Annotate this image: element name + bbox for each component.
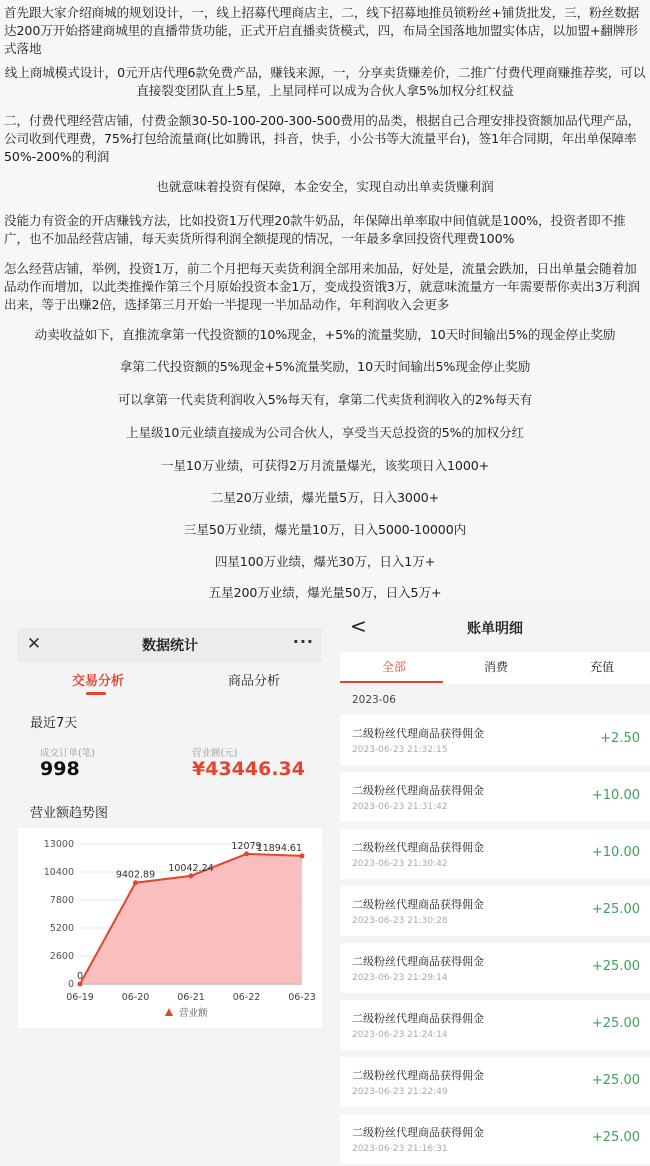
doc-paragraph-4: 也就意味着投资有保障，本金安全，实现自动出单卖货赚利润 xyxy=(156,179,494,194)
data-label: 12079 xyxy=(231,840,262,852)
tab-consumption[interactable]: 消费 xyxy=(484,660,509,674)
doc-paragraph-2: 线上商城模式设计，0元开店代理6款免费产品，赚钱来源，一，分享卖货赚差价，二推广付费代理商赚推荐奖，可以直接裂变团队直上5星，上星同样可以成为合伙人拿5%加权分红权益 xyxy=(4,65,646,98)
y-tick-label: 13000 xyxy=(43,839,74,850)
more-options-icon[interactable]: ··· xyxy=(292,632,314,651)
bill-header xyxy=(340,602,650,652)
chart-title: 营业额趋势图 xyxy=(30,806,109,821)
doc-paragraph-6: 怎么经营店铺，举例，投资1万，前二个月把每天卖货利润全部用来加品，好处是，流量会跌加，日出单量会随着加品动作而增加，以此类推操作第三个月原始投资本金1万，变成投资饿3万，就意味流量方一年需要帮你卖出3万利润出来，等于出赚2倍，选择第三月开始一半提现一半加品动作，年利润收入会更多 xyxy=(4,261,640,312)
doc-paragraph-5: 没能力有资金的开店赚钱方法，比如投资1万代理20款牛奶品，年保障出单率取中间值就是100%，投资者即不推广，也不加品经营店铺，每天卖货所得利润全额提现的情况，一年最多拿回投资代理费100% xyxy=(4,213,626,246)
doc-paragraph-8: 拿第二代投资额的5%现金+5%流量奖励，10天时间输出5%现金停止奖励 xyxy=(119,359,531,374)
data-point xyxy=(189,873,194,878)
doc-paragraph-9: 可以拿第一代卖货利润收入5%每天有，拿第二代卖货利润收入的2%每天有 xyxy=(117,392,533,407)
bill-row-amount: +25.00 xyxy=(591,1130,640,1145)
bill-row-amount: +2.50 xyxy=(600,731,640,746)
bill-row-amount: +25.00 xyxy=(591,959,640,974)
bill-row-time: 2023-06-23 21:30:28 xyxy=(352,916,448,926)
bill-details-screen xyxy=(340,602,650,1166)
bill-row[interactable] xyxy=(340,1114,650,1164)
x-tick-label: 06-22 xyxy=(232,992,261,1003)
bill-row[interactable] xyxy=(340,1000,650,1050)
bill-row-time: 2023-06-23 21:22:49 xyxy=(352,1087,448,1097)
y-tick-label: 5200 xyxy=(49,923,74,934)
bill-row-amount: +25.00 xyxy=(591,902,640,917)
doc-paragraph-14: 四星100万业绩，爆光30万，日入1万+ xyxy=(214,554,436,569)
doc-paragraph-1: 首先跟大家介绍商城的规划设计，一，线上招募代理商店主，二，线下招募地推员锁粉丝+铺货批发，三，粉丝数据达200万开始搭建商城里的直播带货功能，正式开启直播卖货模式，四，布局全国落地加盟实体店，以加盟+翻牌形式落地 xyxy=(4,5,640,56)
doc-paragraph-7: 动卖收益如下，直推流拿第一代投资额的10%现金，+5%的流量奖励，10天时间输出5%的现金停止奖励 xyxy=(34,327,616,342)
bill-row-amount: +10.00 xyxy=(591,845,640,860)
active-tab-indicator xyxy=(86,692,106,695)
page-title: 数据统计 xyxy=(142,638,198,654)
bill-row-time: 2023-06-23 21:31:42 xyxy=(352,802,448,812)
bill-row-description: 二级粉丝代理商品获得佣金 xyxy=(352,1012,484,1025)
revenue-label: 营业额(元) xyxy=(192,748,238,759)
data-point xyxy=(78,982,83,987)
data-label: 10042.24 xyxy=(168,862,214,874)
doc-paragraph-12: 二星20万业绩，爆光量5万，日入3000+ xyxy=(210,490,440,505)
orders-label: 成交订单(笔) xyxy=(40,748,95,759)
doc-paragraph-13: 三星50万业绩，爆光量10万，日入5000-10000内 xyxy=(183,522,467,537)
month-header: 2023-06 xyxy=(352,694,396,706)
stats-top-bar xyxy=(18,628,322,662)
bill-row-amount: +25.00 xyxy=(591,1073,640,1088)
bill-row-time: 2023-06-23 21:29:14 xyxy=(352,973,448,983)
bill-row-amount: +10.00 xyxy=(591,788,640,803)
bill-row[interactable] xyxy=(340,715,650,765)
x-tick-label: 06-21 xyxy=(177,992,205,1003)
bill-row[interactable] xyxy=(340,1057,650,1107)
period-label: 最近7天 xyxy=(30,716,78,731)
close-icon[interactable]: ✕ xyxy=(26,634,42,654)
tab-recharge[interactable]: 充值 xyxy=(590,660,615,674)
data-point xyxy=(244,851,249,856)
data-point xyxy=(133,880,138,885)
tab-all[interactable]: 全部 xyxy=(382,660,407,674)
tab-product-analysis[interactable]: 商品分析 xyxy=(228,674,281,689)
bill-row-description: 二级粉丝代理商品获得佣金 xyxy=(352,898,484,911)
tab-trade-analysis[interactable]: 交易分析 xyxy=(72,674,125,689)
bill-row-time: 2023-06-23 21:30:42 xyxy=(352,859,448,869)
x-tick-label: 06-19 xyxy=(66,992,94,1003)
x-tick-label: 06-23 xyxy=(288,992,316,1003)
doc-paragraph-11: 一星10万业绩，可获得2万月流量爆光，该奖项日入1000+ xyxy=(160,458,490,473)
y-tick-label: 0 xyxy=(67,979,74,990)
bill-row[interactable] xyxy=(340,772,650,822)
page-title: 账单明细 xyxy=(467,621,523,637)
bill-tabs xyxy=(340,652,650,684)
doc-paragraph-15: 五星200万业绩，爆光量50万，日入5万+ xyxy=(208,585,442,600)
bill-row-description: 二级粉丝代理商品获得佣金 xyxy=(352,955,484,968)
bill-row[interactable] xyxy=(340,829,650,879)
bill-row-time: 2023-06-23 21:16:31 xyxy=(352,1144,448,1154)
stats-tabs xyxy=(18,662,322,700)
data-label: 11894.61 xyxy=(256,842,302,854)
data-point xyxy=(300,853,305,858)
bill-row-description: 二级粉丝代理商品获得佣金 xyxy=(352,1069,484,1082)
bill-row-description: 二级粉丝代理商品获得佣金 xyxy=(352,1126,484,1139)
revenue-value: ¥43446.34 xyxy=(192,758,305,780)
data-label: 9402.89 xyxy=(115,869,156,881)
bill-row-time: 2023-06-23 21:32:15 xyxy=(352,745,448,755)
bill-row-description: 二级粉丝代理商品获得佣金 xyxy=(352,841,484,854)
bill-row-description: 二级粉丝代理商品获得佣金 xyxy=(352,727,484,740)
bill-row-time: 2023-06-23 21:24:14 xyxy=(352,1030,448,1040)
data-label: 0 xyxy=(76,971,84,982)
doc-paragraph-3: 二，付费代理经营店铺，付费金额30-50-100-200-300-500费用的品类，根据自己合理安排投资额加品代理产品，公司收到代理费，75%打包给流量商(比如腾讯，抖音，快手，小公书等大流量平台)，签1年合同期，年出单保障率50%-200%的利润 xyxy=(4,113,641,164)
bill-row-description: 二级粉丝代理商品获得佣金 xyxy=(352,784,484,797)
bill-row-amount: +25.00 xyxy=(591,1016,640,1031)
x-tick-label: 06-20 xyxy=(121,992,150,1003)
legend-label: 营业额 xyxy=(179,1008,208,1019)
doc-paragraph-10: 上星级10元业绩直接成为公司合伙人，享受当天总投资的5%的加权分红 xyxy=(126,425,524,440)
bill-row[interactable] xyxy=(340,943,650,993)
y-tick-label: 10400 xyxy=(43,867,74,878)
orders-value: 998 xyxy=(40,758,80,780)
y-tick-label: 2600 xyxy=(49,951,74,962)
bill-row[interactable] xyxy=(340,886,650,936)
data-statistics-screen xyxy=(0,602,340,1166)
revenue-trend-chart xyxy=(18,828,322,1028)
active-tab-indicator xyxy=(340,681,443,683)
back-arrow-icon[interactable]: < xyxy=(350,614,367,638)
y-tick-label: 7800 xyxy=(49,895,74,906)
